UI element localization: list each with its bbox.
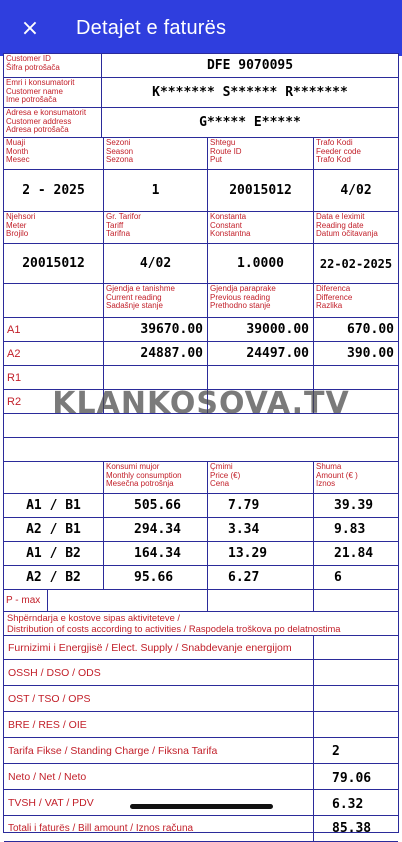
table-row [4, 318, 398, 342]
customer-address-value: G***** E***** [199, 115, 301, 130]
price-value: 13.29 [228, 546, 268, 561]
amount-value: 39.39 [334, 498, 374, 513]
customer-id-label: Customer ID Šifra potrošača [6, 54, 60, 72]
difference-value: 390.00 [347, 346, 394, 361]
customer-name-label: Emri i konsumatorit Customer name Ime potrošača [6, 78, 75, 104]
period-header-row [4, 138, 398, 170]
customer-address-label: Adresa e konsumatorit Customer address Adresa potrošača [6, 108, 87, 134]
cost-row [4, 686, 398, 712]
tariff-block-label: A2 / B1 [26, 522, 81, 537]
cost-value: 2 [332, 744, 340, 759]
consumption-value: 164.34 [134, 546, 181, 561]
tariff-block-label: A1 / B2 [26, 546, 81, 561]
season-value: 1 [151, 183, 160, 198]
reading-row-label: A2 [7, 347, 21, 360]
customer-name-row [4, 78, 398, 108]
table-row [4, 342, 398, 366]
cost-row [4, 764, 398, 790]
table-row [4, 390, 398, 414]
current-reading-value [104, 390, 207, 413]
cost-row [4, 660, 398, 686]
cost-row [4, 790, 398, 816]
cost-value [314, 660, 398, 685]
amount-value: 21.84 [334, 546, 374, 561]
reading-row-label: R2 [7, 395, 22, 408]
cost-label: Neto / Net / Neto [8, 770, 87, 783]
watermark: KLANKOSOVA.TV [52, 386, 350, 421]
bill-amount-label: Totali i faturës / Bill amount / Iznos računa [8, 823, 194, 834]
meter-label: Njehsori Meter Brojilo [6, 212, 36, 238]
tariff-block-label: A1 / B1 [26, 498, 81, 513]
cost-row [4, 712, 398, 738]
customer-id-row [4, 54, 398, 78]
amount-value: 6 [334, 570, 342, 585]
home-indicator[interactable] [130, 804, 273, 809]
reading-date-value: 22-02-2025 [319, 256, 393, 271]
table-row [4, 566, 398, 590]
price-value: 6.27 [228, 570, 260, 585]
difference-value [314, 390, 398, 413]
page-title: Detajet e faturës [76, 16, 227, 39]
amount-label: Shuma Amount (€ ) Iznos [316, 462, 358, 488]
previous-reading-label: Gjendja paraprake Previous reading Prethodno stanje [210, 284, 276, 310]
distribution-label: Shpërndarja e kostove sipas aktiviteteve / Distribution of costs according to activities / Raspodela troškova po delatnostima [7, 612, 341, 634]
consumption-value: 95.66 [134, 570, 174, 585]
constant-value: 1.0000 [237, 256, 284, 271]
feeder-value: 4/02 [340, 183, 372, 198]
difference-label: Diferenca Difference Razlika [316, 284, 353, 310]
cost-value: 79.06 [332, 771, 372, 786]
route-label: Shtegu Route ID Put [210, 138, 242, 164]
cost-label: OST / TSO / OPS [8, 692, 91, 705]
cost-label: TVSH / VAT / PDV [8, 796, 94, 809]
cost-label: Tarifa Fikse / Standing Charge / Fiksna Tarifa [8, 744, 218, 757]
pmax-row [4, 590, 398, 612]
table-row [4, 542, 398, 566]
invoice-table [3, 53, 399, 836]
current-reading-value: 24887.00 [140, 346, 203, 361]
customer-name-value: K******* S****** R******* [152, 85, 348, 100]
tariff-value: 4/02 [139, 256, 172, 271]
customer-address-row [4, 108, 398, 138]
spacer-row [4, 414, 398, 438]
table-row [4, 366, 398, 390]
cost-row [4, 636, 398, 660]
consumption-value: 505.66 [134, 498, 181, 513]
customer-id-value: DFE 9070095 [206, 58, 294, 73]
reading-row-label: R1 [7, 371, 22, 384]
current-reading-label: Gjendja e tanishme Current reading Sadašnje stanje [106, 284, 175, 310]
table-row [4, 494, 398, 518]
price-value: 7.79 [228, 498, 260, 513]
period-values-row [4, 170, 398, 212]
previous-reading-value: 39000.00 [246, 322, 309, 337]
meter-value: 20015012 [22, 256, 85, 271]
cost-row-total [4, 816, 398, 842]
cost-value [314, 712, 398, 737]
consumption-header-row [4, 462, 398, 494]
reading-row-label: A1 [7, 323, 21, 336]
spacer-row [4, 438, 398, 462]
close-icon[interactable]: × [20, 15, 40, 41]
readings-header-row [4, 284, 398, 318]
consumption-label: Konsumi mujor Monthly consumption Mesečna potrošnja [106, 462, 182, 488]
cost-row [4, 738, 398, 764]
cost-value [314, 686, 398, 711]
tariff-label: Gr. Tarifor Tariff Tarifna [106, 212, 141, 238]
previous-reading-value [208, 366, 313, 389]
difference-value: 670.00 [347, 322, 394, 337]
season-label: Sezoni Season Sezona [106, 138, 134, 164]
cost-label: Furnizimi i Energjisë / Elect. Supply / Snabdevanje energijom [8, 641, 292, 654]
meter-header-row [4, 212, 398, 244]
cost-value: 6.32 [332, 797, 364, 812]
distribution-row [4, 612, 398, 636]
bill-amount-value: 85.38 [332, 821, 372, 836]
previous-reading-value [208, 390, 313, 413]
meter-values-row [4, 244, 398, 284]
tariff-block-label: A2 / B2 [26, 570, 81, 585]
pmax-label: P - max [6, 595, 41, 606]
current-reading-value: 39670.00 [140, 322, 203, 337]
cost-label: BRE / RES / OIE [8, 718, 87, 731]
month-label: Muaji Month Mesec [6, 138, 30, 164]
reading-date-label: Data e leximit Reading date Datum očitavanja [316, 212, 378, 238]
price-value: 3.34 [228, 522, 260, 537]
app-bar [0, 0, 402, 56]
price-label: Çmimi Price (€) Cena [210, 462, 241, 488]
amount-value: 9.83 [334, 522, 366, 537]
feeder-label: Trafo Kodi Feeder code Trafo Kod [316, 138, 361, 164]
previous-reading-value: 24497.00 [246, 346, 309, 361]
route-value: 20015012 [229, 183, 292, 198]
constant-label: Konstanta Constant Konstantna [210, 212, 251, 238]
cost-label: OSSH / DSO / ODS [8, 666, 101, 679]
table-row [4, 518, 398, 542]
current-reading-value [104, 366, 207, 389]
cost-value [314, 636, 398, 659]
consumption-value: 294.34 [134, 522, 181, 537]
month-value: 2 - 2025 [22, 183, 85, 198]
difference-value [314, 366, 398, 389]
